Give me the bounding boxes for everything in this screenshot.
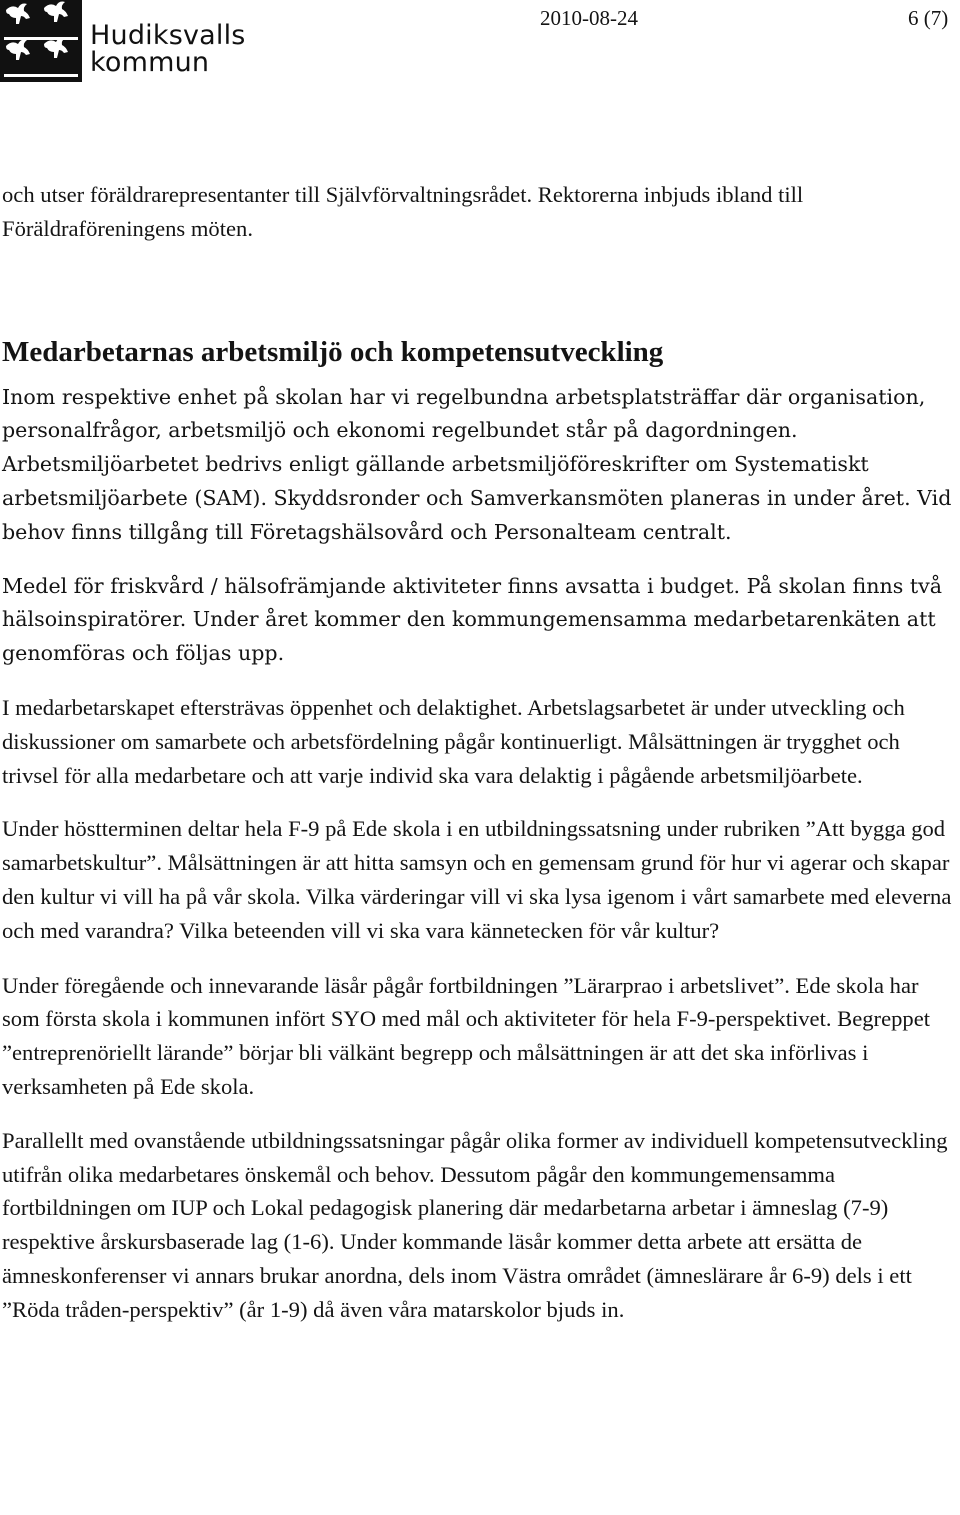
paragraph-2: Inom respektive enhet på skolan har vi regelbundna arbetsplatsträffar där organisation, personalfrågor, arbetsmiljö och ekonomi regelbundet står på dagordningen. Arbetsmiljöarbetet bedrivs enligt gällande arbetsmiljöföreskrifter om Systematiskt arbetsmiljöarbete (SAM). Skyddsronder och Samverkansmöten planeras in under året. Vid behov finns tillgång till Företagshälsovård och Personalteam centralt. bbox=[2, 384, 952, 544]
document-body bbox=[2, 178, 957, 1347]
goat-emblem-icon bbox=[0, 0, 82, 82]
page-number: 6 (7) bbox=[908, 6, 949, 30]
paragraph-4: I medarbetarskapet eftersträvas öppenhet och delaktighet. Arbetslagsarbetet är under utveckling och diskussioner om samarbete och arbetsfördelning pågår kontinuerligt. Målsättningen är trygghet och trivsel för alla medarbetare och att varje individ ska vara delaktig i pågående arbetsmiljöarbete. bbox=[2, 694, 905, 788]
municipality-logo bbox=[0, 0, 250, 84]
logo-wordmark bbox=[90, 22, 246, 76]
paragraph-7: Parallellt med ovanstående utbildningssatsningar pågår olika former av individuell kompetensutveckling utifrån olika medarbetares önskemål och behov. Dessutom pågår den kommungemensamma fortbildningen om IUP och Lokal pedagogisk planering där medarbetarna arbetar i ämneslag (7-9) respektive årskursbaserade lag (1-6). Under kommande läsår kommer detta arbete att ersätta de ämneskonferenser vi annars brukar anordna, dels inom Västra området (ämneslärare år 6-9) dels i ett ”Röda tråden-perspektiv” (år 1-9) då även våra matarskolor bjuds in. bbox=[2, 1127, 948, 1322]
paragraph-5: Under höstterminen deltar hela F-9 på Ede skola i en utbildningssatsning under rubriken ”Att bygga god samarbetskultur”. Målsättningen är att hitta samsyn och en gemensam grund för hur vi agerar och skapar den kultur vi vill ha på vår skola. Vilka värderingar vill vi ska lysa igenom i vårt samarbete med eleverna och med varandra? Vilka beteenden vill vi ska vara kännetecken för vår kultur? bbox=[2, 816, 952, 943]
paragraph-6: Under föregående och innevarande läsår pågår fortbildningen ”Lärarprao i arbetslivet”. Ede skola har som första skola i kommunen infört SYO med mål och aktiviteter för hela F-9-perspektivet. Begreppet ”entreprenöriellt lärande” börjar bli välkänt begrepp och målsättningen är att det ska införlivas i verksamheten på Ede skola. bbox=[2, 972, 930, 1099]
paragraph-3: Medel för friskvård / hälsofrämjande aktiviteter finns avsatta i budget. På skolan finns två hälsoinspiratörer. Under året kommer den kommungemensamma medarbetarenkäten att genomföras och följas upp. bbox=[2, 573, 943, 666]
paragraph-1: och utser föräldrarepresentanter till Självförvaltningsrådet. Rektorerna inbjuds ibland till Föräldraföreningens möten. bbox=[2, 182, 804, 241]
logo-line-1: Hudiksvalls bbox=[90, 20, 246, 51]
section-heading: Medarbetarnas arbetsmiljö och kompetensutveckling bbox=[2, 335, 664, 368]
document-date: 2010-08-24 bbox=[540, 6, 638, 30]
logo-line-2: kommun bbox=[90, 47, 210, 78]
